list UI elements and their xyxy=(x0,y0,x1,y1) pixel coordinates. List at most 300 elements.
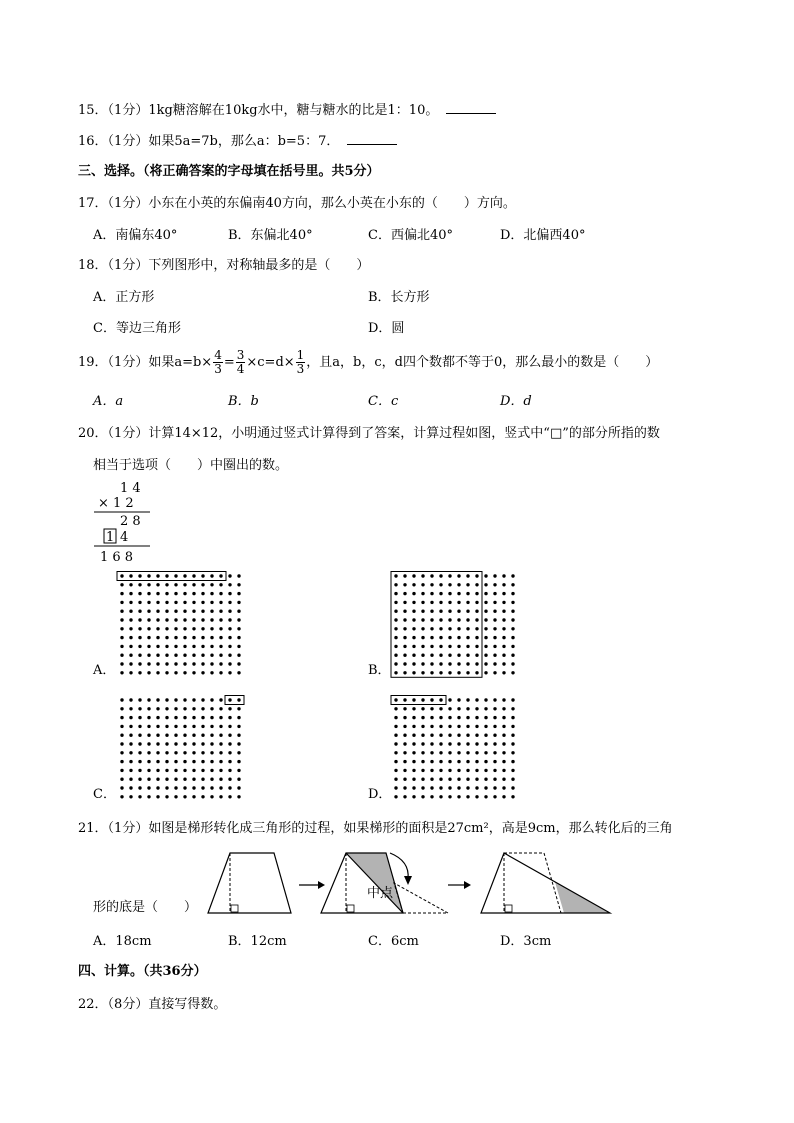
dot xyxy=(138,574,141,577)
q21-option-b[interactable]: B．12cm xyxy=(228,934,287,949)
dot xyxy=(210,698,213,701)
dot xyxy=(403,583,406,586)
dot xyxy=(210,645,213,648)
dot xyxy=(201,769,204,772)
q19-option-d[interactable]: D．d xyxy=(500,394,532,409)
dot-grid-a xyxy=(116,570,261,678)
dot xyxy=(502,654,505,657)
dot xyxy=(412,636,415,639)
dot xyxy=(219,583,222,586)
dot xyxy=(475,601,478,604)
dot xyxy=(511,795,514,798)
dot xyxy=(502,636,505,639)
dot xyxy=(421,592,424,595)
dot xyxy=(466,618,469,621)
dot xyxy=(475,592,478,595)
dot xyxy=(475,769,478,772)
question-22 xyxy=(78,996,226,1014)
dot xyxy=(457,601,460,604)
dot xyxy=(138,627,141,630)
dot xyxy=(201,662,204,665)
dot xyxy=(448,662,451,665)
dot xyxy=(165,751,168,754)
dot xyxy=(219,636,222,639)
dot xyxy=(210,742,213,745)
dot xyxy=(201,671,204,674)
dot xyxy=(484,716,487,719)
dot xyxy=(502,778,505,781)
midpoint-label: 中点 xyxy=(367,886,394,901)
right-angle-mark-2 xyxy=(347,905,354,912)
dot xyxy=(192,786,195,789)
dot xyxy=(439,574,442,577)
dot xyxy=(120,662,123,665)
dot xyxy=(210,636,213,639)
dot xyxy=(210,662,213,665)
arrow-1-head xyxy=(318,881,325,889)
dot xyxy=(412,786,415,789)
dot xyxy=(219,778,222,781)
q19-suffix: ，且a，b，c，d四个数都不等于0，那么最小的数是（ ） xyxy=(306,355,659,370)
dot xyxy=(412,627,415,630)
dot xyxy=(394,707,397,710)
dot xyxy=(237,778,240,781)
dot xyxy=(147,610,150,613)
q16-text: 如果5a=7b，那么a：b=5：7． xyxy=(148,134,340,149)
q17-score: （1分） xyxy=(107,196,149,211)
q22-number: 22． xyxy=(78,997,108,1012)
q19-equals: = xyxy=(223,355,235,370)
dot xyxy=(412,610,415,613)
dot xyxy=(448,574,451,577)
dot xyxy=(156,592,159,595)
dot xyxy=(403,627,406,630)
dot xyxy=(502,583,505,586)
q20-number: 20． xyxy=(78,426,108,441)
dot xyxy=(457,618,460,621)
dot xyxy=(147,671,150,674)
dot xyxy=(174,592,177,595)
q17-option-d[interactable]: D．北偏西40° xyxy=(500,228,586,243)
dot xyxy=(201,698,204,701)
dot xyxy=(129,751,132,754)
dot xyxy=(394,725,397,728)
dot xyxy=(430,618,433,621)
dot xyxy=(228,618,231,621)
q19-score: （1分） xyxy=(107,355,149,370)
dot xyxy=(430,574,433,577)
dot xyxy=(457,654,460,657)
dot xyxy=(147,734,150,737)
highlight-box xyxy=(117,572,226,581)
dot xyxy=(147,769,150,772)
dot xyxy=(484,760,487,763)
dot xyxy=(430,725,433,728)
q17-option-a[interactable]: A．南偏东40° xyxy=(93,228,178,243)
dot xyxy=(192,707,195,710)
dot xyxy=(448,760,451,763)
dot xyxy=(502,751,505,754)
q17-option-c[interactable]: C．西偏北40° xyxy=(368,228,453,243)
dot xyxy=(192,734,195,737)
dot xyxy=(120,636,123,639)
dot xyxy=(129,769,132,772)
dot xyxy=(192,627,195,630)
dot xyxy=(493,574,496,577)
q19-option-c[interactable]: C．c xyxy=(368,394,399,409)
dot xyxy=(201,760,204,763)
dot xyxy=(138,760,141,763)
dot xyxy=(120,592,123,595)
dot xyxy=(403,786,406,789)
dot xyxy=(156,707,159,710)
q16-answer-blank[interactable] xyxy=(347,132,397,145)
q18-option-d[interactable]: D．圆 xyxy=(368,321,405,336)
dot xyxy=(228,760,231,763)
dot xyxy=(174,769,177,772)
fraction-numerator: 1 xyxy=(296,348,305,362)
dot xyxy=(421,574,424,577)
dot xyxy=(237,734,240,737)
dot xyxy=(228,636,231,639)
q20-option-d[interactable]: D． xyxy=(368,787,392,802)
dot xyxy=(502,725,505,728)
dot xyxy=(502,786,505,789)
original-edge-dashed xyxy=(544,853,561,913)
dot xyxy=(439,583,442,586)
dot xyxy=(511,751,514,754)
dot xyxy=(192,716,195,719)
q17-option-b[interactable]: B．东偏北40° xyxy=(228,228,313,243)
q20-option-c[interactable]: C． xyxy=(93,787,116,802)
dot xyxy=(192,636,195,639)
dot xyxy=(493,645,496,648)
dot xyxy=(120,795,123,798)
dot xyxy=(129,662,132,665)
dot xyxy=(219,698,222,701)
dot xyxy=(147,707,150,710)
dot xyxy=(403,601,406,604)
dot xyxy=(466,725,469,728)
dot xyxy=(174,601,177,604)
dot xyxy=(120,716,123,719)
dot xyxy=(394,760,397,763)
dot xyxy=(403,574,406,577)
dot xyxy=(210,707,213,710)
rotation-arrow-head xyxy=(404,876,412,885)
dot xyxy=(129,716,132,719)
dot xyxy=(165,574,168,577)
dot xyxy=(219,592,222,595)
q20-option-a[interactable]: A． xyxy=(93,663,116,678)
dot xyxy=(475,610,478,613)
dot xyxy=(511,707,514,710)
q19-option-b[interactable]: B．b xyxy=(228,394,259,409)
dot xyxy=(147,698,150,701)
dot xyxy=(493,636,496,639)
dot xyxy=(421,725,424,728)
dot xyxy=(430,778,433,781)
dot xyxy=(219,716,222,719)
dot xyxy=(421,601,424,604)
dot xyxy=(201,725,204,728)
q18-option-a[interactable]: A．正方形 xyxy=(93,290,155,305)
dot xyxy=(511,698,514,701)
dot xyxy=(138,725,141,728)
dot xyxy=(457,610,460,613)
dot xyxy=(138,707,141,710)
dot xyxy=(421,627,424,630)
dot xyxy=(430,742,433,745)
dot xyxy=(412,662,415,665)
dot xyxy=(457,636,460,639)
dot xyxy=(412,751,415,754)
q16-number: 16． xyxy=(78,134,108,149)
dot xyxy=(439,716,442,719)
dot xyxy=(403,707,406,710)
dot xyxy=(511,742,514,745)
dot xyxy=(165,742,168,745)
dot xyxy=(174,778,177,781)
dot xyxy=(228,671,231,674)
highlight-box xyxy=(225,696,244,705)
dot xyxy=(466,610,469,613)
dot xyxy=(183,707,186,710)
dot xyxy=(511,601,514,604)
dot xyxy=(484,698,487,701)
q20-score: （1分） xyxy=(107,426,149,441)
dot xyxy=(165,662,168,665)
dot xyxy=(237,645,240,648)
dot xyxy=(129,583,132,586)
dot xyxy=(448,786,451,789)
dot xyxy=(502,734,505,737)
q18-option-b[interactable]: B．长方形 xyxy=(368,290,430,305)
dot xyxy=(210,725,213,728)
vm-result: 1 6 8 xyxy=(100,550,134,565)
dot xyxy=(147,574,150,577)
dot xyxy=(502,601,505,604)
dot xyxy=(412,671,415,674)
dot xyxy=(183,698,186,701)
dot xyxy=(448,769,451,772)
dot xyxy=(201,742,204,745)
dot xyxy=(493,618,496,621)
dot xyxy=(430,636,433,639)
dot xyxy=(430,734,433,737)
dot xyxy=(439,734,442,737)
dot xyxy=(502,795,505,798)
dot xyxy=(237,592,240,595)
dot xyxy=(448,583,451,586)
dot xyxy=(120,645,123,648)
dot xyxy=(156,751,159,754)
dot xyxy=(201,751,204,754)
dot xyxy=(138,592,141,595)
dot xyxy=(412,760,415,763)
dot xyxy=(129,707,132,710)
q21-option-d[interactable]: D．3cm xyxy=(500,934,552,949)
dot xyxy=(457,627,460,630)
q20-option-b[interactable]: B． xyxy=(368,663,391,678)
dot xyxy=(511,734,514,737)
dot xyxy=(394,636,397,639)
dot xyxy=(219,601,222,604)
dot xyxy=(120,778,123,781)
dot xyxy=(237,636,240,639)
dot xyxy=(219,760,222,763)
dot xyxy=(394,654,397,657)
dot xyxy=(394,618,397,621)
dot xyxy=(493,751,496,754)
dot xyxy=(237,716,240,719)
dot xyxy=(475,574,478,577)
highlight-box xyxy=(391,696,446,705)
dot xyxy=(237,574,240,577)
dot xyxy=(394,627,397,630)
dot xyxy=(484,610,487,613)
dot xyxy=(403,636,406,639)
dot xyxy=(165,778,168,781)
dot xyxy=(394,786,397,789)
dot xyxy=(412,698,415,701)
dot xyxy=(120,698,123,701)
dot xyxy=(192,742,195,745)
dot xyxy=(228,627,231,630)
dot xyxy=(475,778,478,781)
dot xyxy=(412,734,415,737)
dot xyxy=(502,671,505,674)
q18-option-c[interactable]: C．等边三角形 xyxy=(93,321,181,336)
dot xyxy=(120,707,123,710)
dot xyxy=(421,671,424,674)
dot xyxy=(183,716,186,719)
dot xyxy=(156,769,159,772)
question-15 xyxy=(78,101,496,120)
dot xyxy=(219,769,222,772)
dot xyxy=(511,610,514,613)
dot xyxy=(237,769,240,772)
dot xyxy=(165,592,168,595)
dot xyxy=(129,795,132,798)
dot xyxy=(502,716,505,719)
dot xyxy=(466,778,469,781)
dot xyxy=(237,698,240,701)
dot xyxy=(219,662,222,665)
dot xyxy=(201,654,204,657)
q21-option-a[interactable]: A．18cm xyxy=(93,934,152,949)
dot xyxy=(165,671,168,674)
dot xyxy=(165,734,168,737)
dot xyxy=(192,601,195,604)
dot xyxy=(439,654,442,657)
dot xyxy=(412,645,415,648)
dot xyxy=(466,707,469,710)
dot xyxy=(210,618,213,621)
dot xyxy=(183,627,186,630)
q16-score: （1分） xyxy=(107,134,149,149)
dot xyxy=(192,751,195,754)
dot xyxy=(394,751,397,754)
fraction-denominator: 4 xyxy=(236,362,245,376)
dot xyxy=(165,627,168,630)
dot xyxy=(403,654,406,657)
dot xyxy=(457,769,460,772)
dot xyxy=(466,760,469,763)
dot xyxy=(466,716,469,719)
dot xyxy=(439,592,442,595)
dot xyxy=(192,795,195,798)
dot xyxy=(174,574,177,577)
dot xyxy=(439,742,442,745)
q19-option-a[interactable]: A．a xyxy=(93,394,124,409)
dot xyxy=(448,610,451,613)
dot xyxy=(457,583,460,586)
dot xyxy=(237,618,240,621)
dot xyxy=(466,645,469,648)
vertical-multiplication xyxy=(90,478,170,566)
dot xyxy=(511,592,514,595)
dot xyxy=(502,698,505,701)
dot xyxy=(394,778,397,781)
q15-answer-blank[interactable] xyxy=(446,101,496,114)
dot xyxy=(183,769,186,772)
dot xyxy=(183,734,186,737)
dot xyxy=(156,734,159,737)
dot xyxy=(439,618,442,621)
dot xyxy=(493,778,496,781)
question-17 xyxy=(78,195,516,213)
dot xyxy=(156,795,159,798)
q21-option-c[interactable]: C．6cm xyxy=(368,934,419,949)
dot xyxy=(403,610,406,613)
dot xyxy=(394,583,397,586)
q22-text: 直接写得数。 xyxy=(148,997,227,1012)
dot xyxy=(192,760,195,763)
dot xyxy=(210,795,213,798)
dot xyxy=(138,654,141,657)
dot xyxy=(457,645,460,648)
dot xyxy=(165,601,168,604)
dot xyxy=(192,592,195,595)
dot xyxy=(403,645,406,648)
dot xyxy=(156,698,159,701)
dot xyxy=(403,760,406,763)
dot xyxy=(475,707,478,710)
dot xyxy=(493,592,496,595)
dot xyxy=(228,698,231,701)
dot xyxy=(237,760,240,763)
dot xyxy=(129,610,132,613)
dot xyxy=(511,574,514,577)
dot xyxy=(484,636,487,639)
dot xyxy=(502,618,505,621)
dot xyxy=(120,760,123,763)
dot xyxy=(484,645,487,648)
section-4-title: 四、计算。（共36分） xyxy=(78,964,207,979)
vm-partial-1: 2 8 xyxy=(120,514,141,529)
dot xyxy=(174,583,177,586)
dot xyxy=(466,734,469,737)
dot xyxy=(120,725,123,728)
dot xyxy=(156,725,159,728)
dot xyxy=(237,601,240,604)
dot xyxy=(138,751,141,754)
dot xyxy=(156,574,159,577)
dot xyxy=(129,645,132,648)
dot xyxy=(228,786,231,789)
dot xyxy=(183,574,186,577)
